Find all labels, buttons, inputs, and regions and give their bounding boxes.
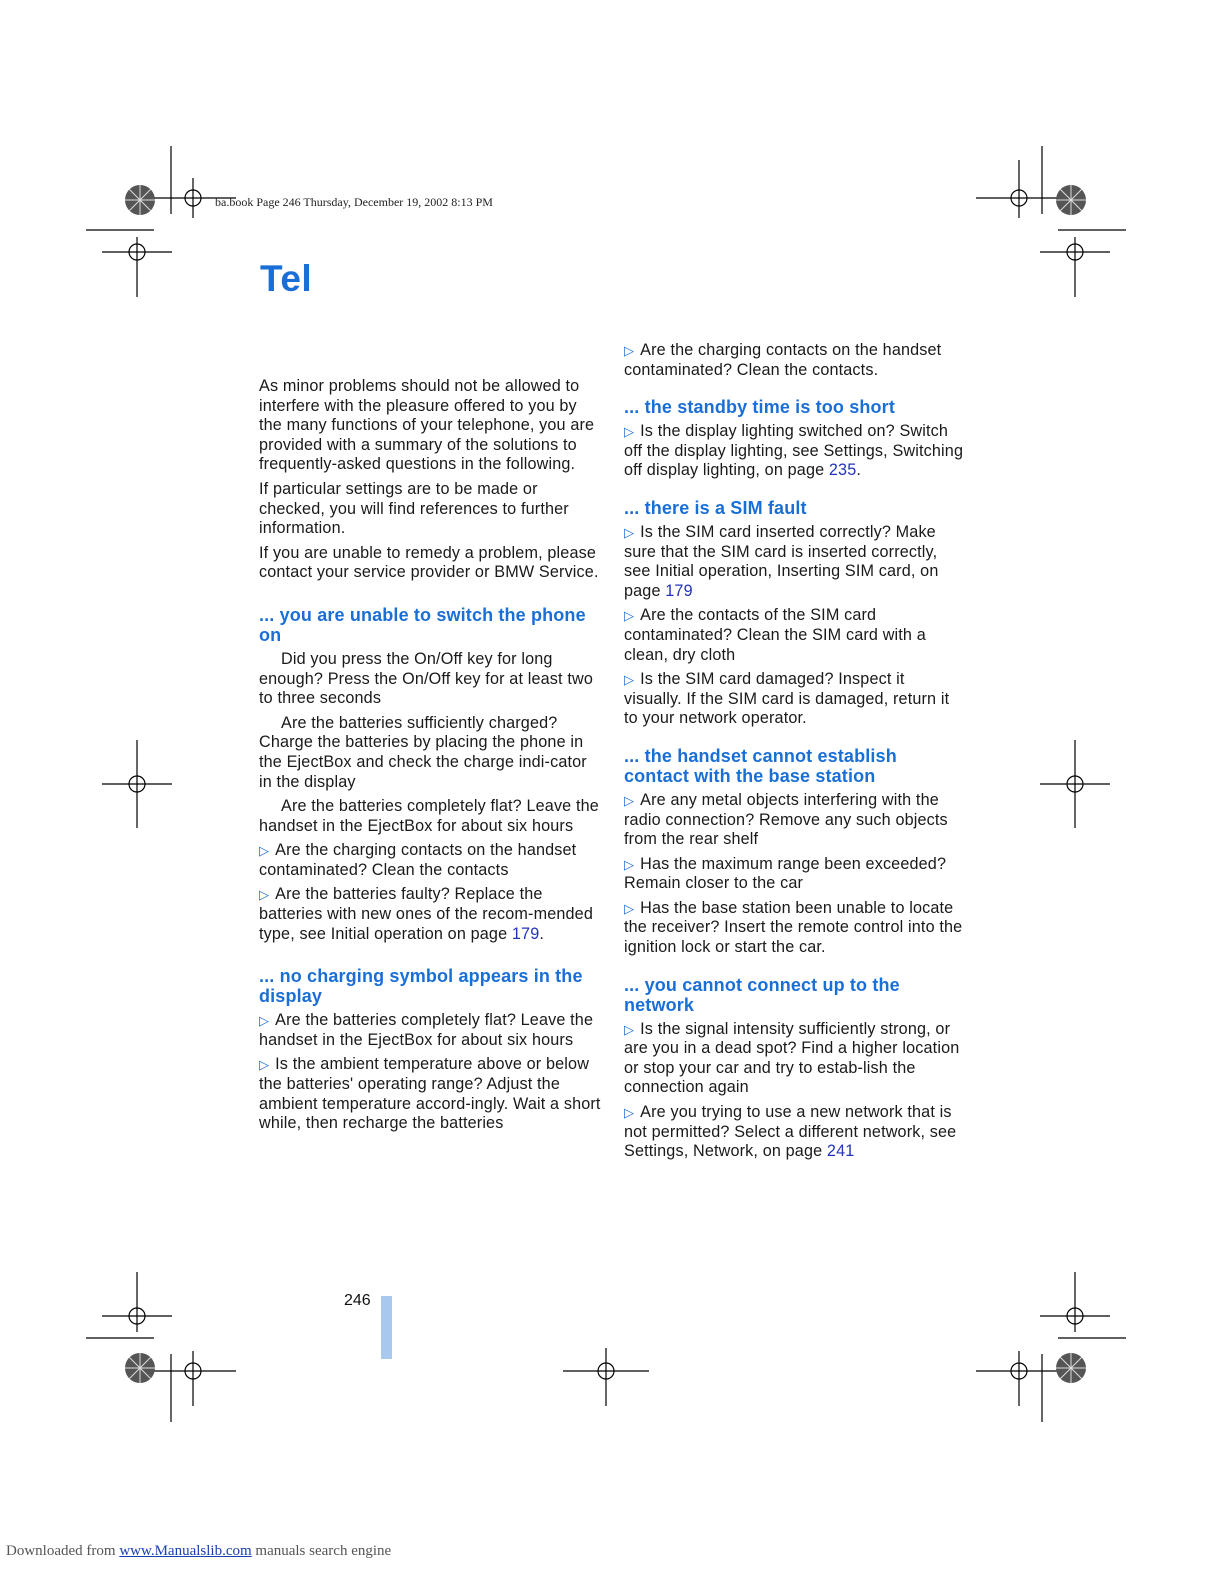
registration-mark-icon bbox=[1040, 1272, 1110, 1332]
triangle-right-icon: ▷ bbox=[624, 608, 635, 624]
triangle-right-icon: ▷ bbox=[624, 424, 635, 440]
list-item: ▷ Are the charging contacts on the handset contaminated? Clean the contacts bbox=[259, 841, 577, 879]
list-item: ▷ Has the base station been unable to locate the receiver? Insert the remote control into the ignition lock or start the car. bbox=[624, 898, 963, 957]
section-heading-base-station: ... the handset cannot establish contact with the base station bbox=[624, 745, 897, 786]
list-item: ▷ Is the ambient temperature above or below the batteries' operating range? Adjust the ambient temperature accord-ingly. Wait a short while, then recharge the batteries bbox=[259, 1055, 601, 1133]
right-column bbox=[624, 341, 966, 1167]
intro-paragraph: If particular settings are to be made or checked, you will find references to further information. bbox=[259, 479, 569, 538]
list-item: ▷ Is the SIM card damaged? Inspect it visually. If the SIM card is damaged, return it to your network operator. bbox=[624, 670, 950, 728]
triangle-right-icon: ▷ bbox=[624, 1105, 635, 1121]
list-item: ▷ Are you trying to use a new network that is not permitted? Select a different network, see Settings, Network, on page 241 bbox=[624, 1103, 957, 1161]
triangle-right-icon: ▷ bbox=[624, 524, 635, 540]
triangle-right-icon: ▷ bbox=[259, 1057, 270, 1073]
manualslib-link[interactable]: www.Manualslib.com bbox=[119, 1543, 252, 1559]
page-link[interactable]: 241 bbox=[826, 1142, 855, 1161]
list-item: ▷ Has the maximum range been exceeded? Remain closer to the car bbox=[624, 854, 947, 893]
registration-mark-icon bbox=[102, 237, 172, 297]
page-link[interactable]: 179 bbox=[511, 924, 540, 943]
section-heading-standby: ... the standby time is too short bbox=[624, 397, 895, 418]
list-item: ▷ Is the SIM card inserted correctly? Make sure that the SIM card is inserted correctly, see Initial operation, Inserting SIM card, on page 179 bbox=[624, 522, 939, 600]
triangle-right-icon: ▷ bbox=[624, 900, 635, 916]
registration-mark-icon bbox=[150, 1351, 236, 1406]
registration-mark-icon bbox=[563, 1348, 649, 1406]
page-link[interactable]: 235 bbox=[828, 461, 857, 480]
list-item: Did you press the On/Off key for long enough? Press the On/Off key for at least two to three seconds bbox=[259, 649, 593, 708]
list-item: ▷ Is the display lighting switched on? Switch off the display lighting, see Settings, Switching off display lighting, on page 235. bbox=[624, 422, 964, 480]
download-footer: Downloaded from www.Manualslib.com manuals search engine bbox=[6, 1543, 392, 1559]
triangle-right-icon: ▷ bbox=[259, 887, 270, 903]
triangle-right-icon: ▷ bbox=[259, 843, 270, 859]
list-item: ▷ Are any metal objects interfering with the radio connection? Remove any such objects from the rear shelf bbox=[624, 790, 948, 849]
page-title: Tel bbox=[260, 258, 313, 299]
registration-mark-icon bbox=[976, 160, 1062, 218]
section-heading-sim-fault: ... there is a SIM fault bbox=[624, 497, 807, 518]
section-heading-switch-on: ... you are unable to switch the phone on bbox=[259, 604, 586, 645]
triangle-right-icon: ▷ bbox=[624, 672, 635, 688]
triangle-right-icon: ▷ bbox=[624, 1021, 635, 1037]
section-heading-network: ... you cannot connect up to the network bbox=[624, 974, 900, 1015]
left-column bbox=[259, 377, 601, 1139]
triangle-right-icon: ▷ bbox=[259, 1013, 270, 1029]
triangle-right-icon: ▷ bbox=[624, 792, 635, 808]
page-link[interactable]: 179 bbox=[665, 581, 693, 600]
list-item: ▷ Are the batteries completely flat? Leave the handset in the EjectBox for about six hours bbox=[259, 1011, 594, 1049]
print-header: ba.book Page 246 Thursday, December 19, 2002 8:13 PM bbox=[215, 195, 493, 209]
triangle-right-icon: ▷ bbox=[624, 856, 635, 872]
intro-paragraph: If you are unable to remedy a problem, please contact your service provider or BMW Service. bbox=[259, 543, 599, 582]
list-item: ▷ Are the contacts of the SIM card contaminated? Clean the SIM card with a clean, dry cloth bbox=[624, 606, 926, 664]
list-item: ▷ Are the batteries faulty? Replace the batteries with new ones of the recom-mended type, see Initial operation on page 179. bbox=[259, 885, 593, 943]
section-heading-no-charging-symbol: ... no charging symbol appears in the display bbox=[259, 966, 583, 1007]
registration-mark-icon bbox=[102, 740, 172, 828]
list-item: Are the batteries completely flat? Leave the handset in the EjectBox for about six hours bbox=[259, 797, 599, 835]
intro-paragraph: As minor problems should not be allowed to interfere with the pleasure offered to you by the many functions of your telephone, you are provided with a summary of the solutions to frequently-asked questions in the following. bbox=[259, 377, 595, 474]
page-number: 246 bbox=[344, 1292, 371, 1309]
registration-mark-icon bbox=[102, 1272, 172, 1332]
registration-mark-icon bbox=[1040, 740, 1110, 828]
list-item: Are the batteries sufficiently charged? Charge the batteries by placing the phone in the EjectBox and check the charge indi-cator in the display bbox=[259, 713, 587, 791]
triangle-right-icon: ▷ bbox=[624, 343, 635, 358]
list-item: ▷ Are the charging contacts on the handset contaminated? Clean the contacts. bbox=[624, 341, 942, 379]
page-marker-bar bbox=[381, 1296, 392, 1359]
registration-mark-icon bbox=[1040, 237, 1110, 297]
registration-mark-icon bbox=[976, 1351, 1062, 1406]
list-item: ▷ Is the signal intensity sufficiently strong, or are you in a dead spot? Find a higher location or stop your car and try to estab-lish the connection again bbox=[624, 1019, 960, 1097]
